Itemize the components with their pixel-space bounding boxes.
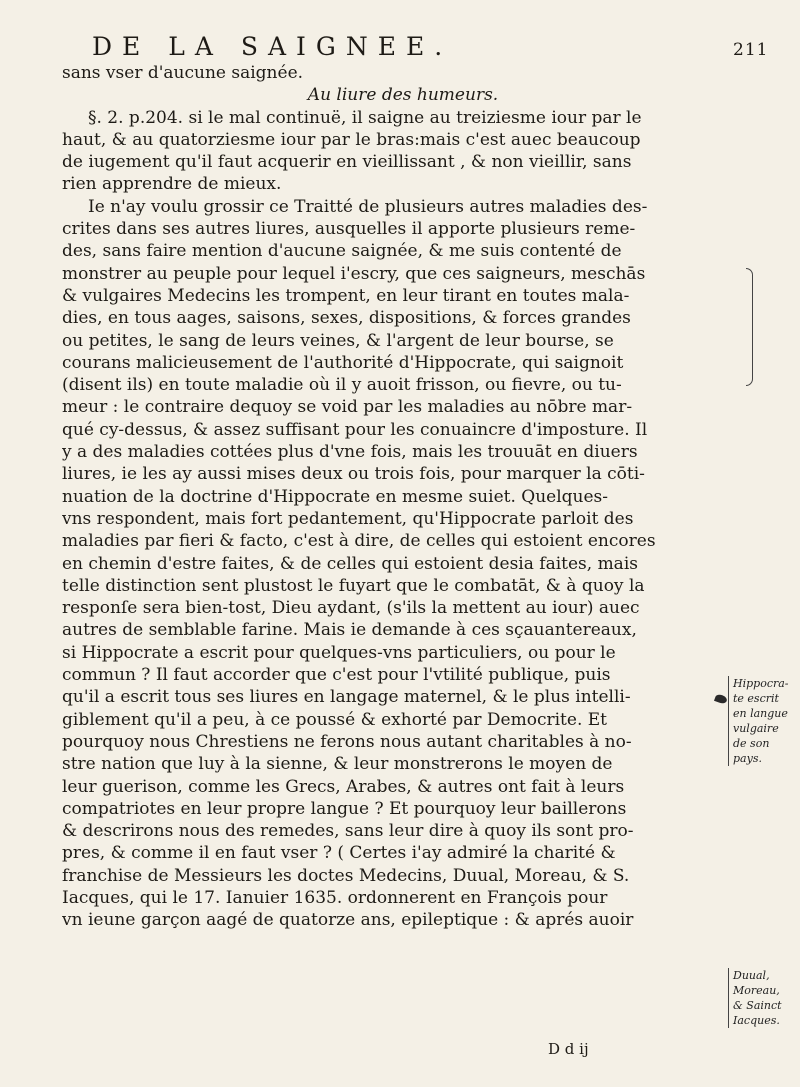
margin-note-physicians xyxy=(728,968,799,1028)
text-line: de iugement qu'il faut acquerir en vieillissant , & non vieillir, sans xyxy=(62,152,632,173)
text-line: §. 2. p.204. si le mal continuë, il saigne au treiziesme iour par le xyxy=(88,107,642,128)
margin-note-line: pays. xyxy=(733,752,762,765)
text-line: ou petites, le sang de leurs veines, & l'argent de leur bourse, se xyxy=(62,330,614,351)
body-text xyxy=(62,62,744,932)
text-line: & descrirons nous des remedes, sans leur dire à quoy ils sont pro- xyxy=(62,821,634,842)
text-line: sans vser d'aucune saignée. xyxy=(62,63,304,83)
margin-note-line: te escrit xyxy=(733,692,779,705)
text-line: vn ieune garçon aagé de quatorze ans, epileptique : & aprés auoir xyxy=(62,910,634,931)
text-line: (disent ils) en toute maladie où il y auoit frisson, ou fievre, ou tu- xyxy=(62,375,622,396)
text-line: Ie n'ay voulu grossir ce Traitté de plusieurs autres maladies des- xyxy=(88,196,648,217)
text-line: courans malicieusement de l'authorité d'Hippocrate, qui saignoit xyxy=(62,352,624,373)
text-line: maladies par fieri & facto, c'est à dire, de celles qui estoient encores xyxy=(62,531,656,552)
page-number: 211 xyxy=(733,40,769,60)
text-line: pourquoy nous Chrestiens ne ferons nous autant charitables à no- xyxy=(62,731,632,752)
text-line: crites dans ses autres liures, ausquelles il apporte plusieurs reme- xyxy=(62,219,636,240)
margin-note-line: Duual, xyxy=(733,969,770,982)
text-line: vns respondent, mais fort pedantement, qu'Hippocrate parloit des xyxy=(62,508,634,529)
margin-bracket xyxy=(746,268,753,386)
text-line: en chemin d'estre faites, & de celles qui estoient desia faites, mais xyxy=(62,553,638,574)
text-line: si Hippocrate a escrit pour quelques-vns particuliers, ou pour le xyxy=(62,642,616,663)
text-line: Iacques, qui le 17. Ianuier 1635. ordonnerent en François pour xyxy=(62,887,608,908)
text-line: giblement qu'il a peu, à ce poussé & exhorté par Democrite. Et xyxy=(62,709,607,730)
text-line: nuation de la doctrine d'Hippocrate en mesme suiet. Quelques- xyxy=(62,486,609,507)
text-line: telle distinction sent plustost le fuyart que le combatāt, & à quoy la xyxy=(62,575,645,596)
text-line: haut, & au quatorziesme iour par le bras:mais c'est auec beaucoup xyxy=(62,129,641,150)
margin-note-line: Moreau, xyxy=(733,984,780,997)
text-line: qué cy-dessus, & assez suffisant pour les conuaincre d'imposture. Il xyxy=(62,419,648,440)
text-line: autres de semblable farine. Mais ie demande à ces sçauantereaux, xyxy=(62,620,637,641)
catchword: D d ij xyxy=(548,1040,589,1058)
text-line: monstrer au peuple pour lequel i'escry, que ces saigneurs, meschās xyxy=(62,263,646,284)
text-line: Au liure des humeurs. xyxy=(307,85,499,106)
text-line: stre nation que luy à la sienne, & leur monstrerons le moyen de xyxy=(62,754,613,775)
text-line: meur : le contraire dequoy se void par les maladies au nōbre mar- xyxy=(62,397,633,418)
text-line: commun ? Il faut accorder que c'est pour l'vtilité publique, puis xyxy=(62,665,611,686)
text-line: & vulgaires Medecins les trompent, en leur tirant en toutes mala- xyxy=(62,285,630,306)
text-line: liures, ie les ay aussi mises deux ou trois fois, pour marquer la cōti- xyxy=(62,464,645,485)
text-line: y a des maladies cottées plus d'vne fois, mais les trouuāt en diuers xyxy=(62,442,638,463)
margin-note-line: Hippocra- xyxy=(733,677,789,690)
text-line: compatriotes en leur propre langue ? Et pourquoy leur baillerons xyxy=(62,798,627,819)
running-title: DE LA SAIGNEE. xyxy=(92,32,453,61)
text-line: dies, en tous aages, saisons, sexes, dispositions, & forces grandes xyxy=(62,308,631,329)
margin-note-line: Iacques. xyxy=(733,1014,780,1027)
text-line: rien apprendre de mieux. xyxy=(62,174,282,195)
text-line: leur guerison, comme les Grecs, Arabes, & autres ont fait à leurs xyxy=(62,776,625,797)
margin-note-line: de son xyxy=(733,737,770,750)
margin-note-line: & Sainct xyxy=(733,999,782,1012)
text-line: responſe sera bien-tost, Dieu aydant, (s'ils la mettent au iour) auec xyxy=(62,598,640,619)
text-line: pres, & comme il en faut vser ? ( Certes i'ay admiré la charité & xyxy=(62,843,616,864)
margin-note-line: vulgaire xyxy=(733,722,779,735)
text-line: des, sans faire mention d'aucune saignée, & me suis contenté de xyxy=(62,241,622,262)
text-line: franchise de Messieurs les doctes Medecins, Duual, Moreau, & S. xyxy=(62,865,630,886)
margin-note-line: en langue xyxy=(733,707,788,720)
margin-note-hippocrates xyxy=(728,676,799,766)
text-line: qu'il a escrit tous ses liures en langage maternel, & le plus intelli- xyxy=(62,687,631,708)
